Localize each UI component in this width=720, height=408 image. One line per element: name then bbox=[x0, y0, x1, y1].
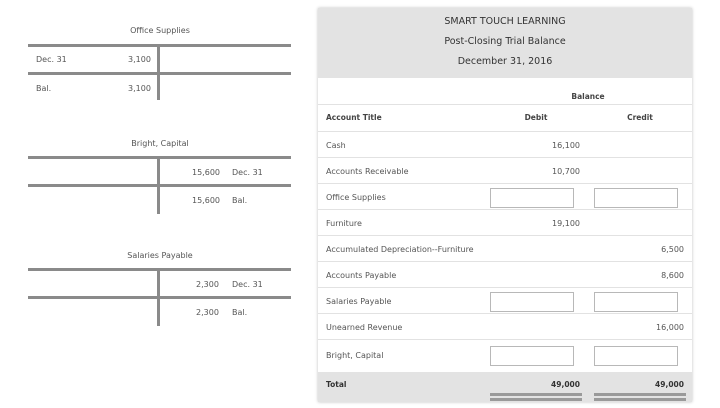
table-row bbox=[318, 313, 692, 340]
account-title: Salaries Payable bbox=[326, 297, 392, 306]
total-credit-double-underline bbox=[594, 398, 686, 401]
credit-value: 8,600 bbox=[661, 271, 684, 280]
bright-capital-credit-input[interactable] bbox=[594, 346, 678, 366]
t-account-amount: 2,300 bbox=[196, 308, 219, 317]
account-title: Furniture bbox=[326, 219, 362, 228]
t-account-date: Dec. 31 bbox=[232, 168, 263, 177]
trial-balance-panel bbox=[318, 8, 692, 402]
t-account-title-office-supplies: Office Supplies bbox=[130, 26, 190, 35]
total-row bbox=[318, 372, 692, 402]
debit-value: 10,700 bbox=[552, 167, 580, 176]
table-row bbox=[318, 287, 692, 314]
table-row bbox=[318, 157, 692, 184]
total-debit-double-underline bbox=[490, 398, 582, 401]
report-title: Post-Closing Trial Balance bbox=[444, 36, 566, 47]
t-account-date: Bal. bbox=[232, 196, 248, 205]
total-credit: 49,000 bbox=[655, 380, 684, 389]
t-account-date: Bal. bbox=[232, 308, 248, 317]
t-account-divider bbox=[157, 296, 160, 326]
account-title: Accumulated Depreciation--Furniture bbox=[326, 245, 474, 254]
report-date: December 31, 2016 bbox=[457, 56, 553, 67]
column-header-row bbox=[318, 104, 692, 129]
table-row bbox=[318, 339, 692, 370]
t-account-divider bbox=[157, 72, 160, 100]
debit-value: 16,100 bbox=[552, 141, 580, 150]
t-account-title-salaries-payable: Salaries Payable bbox=[127, 251, 193, 260]
t-account-amount: 3,100 bbox=[128, 55, 151, 64]
table-row bbox=[318, 183, 692, 210]
company-name: SMART TOUCH LEARNING bbox=[444, 16, 566, 27]
account-title: Unearned Revenue bbox=[326, 323, 403, 332]
t-account-amount: 15,600 bbox=[192, 196, 220, 205]
t-account-divider bbox=[157, 268, 160, 296]
t-account-date: Bal. bbox=[36, 84, 52, 93]
salaries-payable-debit-input[interactable] bbox=[490, 292, 574, 312]
total-label: Total bbox=[326, 380, 347, 389]
office-supplies-credit-input[interactable] bbox=[594, 188, 678, 208]
salaries-payable-credit-input[interactable] bbox=[594, 292, 678, 312]
total-debit-double-underline bbox=[490, 393, 582, 396]
t-account-divider bbox=[157, 156, 160, 184]
table-row bbox=[318, 235, 692, 262]
t-account-date: Dec. 31 bbox=[232, 280, 263, 289]
account-title: Accounts Payable bbox=[326, 271, 397, 280]
table-row bbox=[318, 209, 692, 236]
t-account-date: Dec. 31 bbox=[36, 55, 67, 64]
debit-value: 19,100 bbox=[552, 219, 580, 228]
t-account-divider bbox=[157, 184, 160, 214]
table-row bbox=[318, 131, 692, 158]
total-credit-double-underline bbox=[594, 393, 686, 396]
total-debit: 49,000 bbox=[551, 380, 580, 389]
column-header-credit: Credit bbox=[627, 113, 653, 122]
bright-capital-debit-input[interactable] bbox=[490, 346, 574, 366]
account-title: Office Supplies bbox=[326, 193, 386, 202]
office-supplies-debit-input[interactable] bbox=[490, 188, 574, 208]
trial-balance-header bbox=[318, 8, 692, 78]
account-title: Bright, Capital bbox=[326, 351, 384, 360]
column-header-debit: Debit bbox=[524, 113, 548, 122]
balance-column-group-header: Balance bbox=[571, 92, 605, 101]
account-title: Cash bbox=[326, 141, 346, 150]
t-account-amount: 2,300 bbox=[196, 280, 219, 289]
t-account-divider bbox=[157, 44, 160, 72]
t-account-title-bright-capital: Bright, Capital bbox=[131, 139, 189, 148]
credit-value: 16,000 bbox=[656, 323, 684, 332]
t-account-amount: 15,600 bbox=[192, 168, 220, 177]
table-row bbox=[318, 261, 692, 288]
t-account-amount: 3,100 bbox=[128, 84, 151, 93]
credit-value: 6,500 bbox=[661, 245, 684, 254]
account-title: Accounts Receivable bbox=[326, 167, 409, 176]
column-header-account: Account Title bbox=[326, 113, 382, 122]
